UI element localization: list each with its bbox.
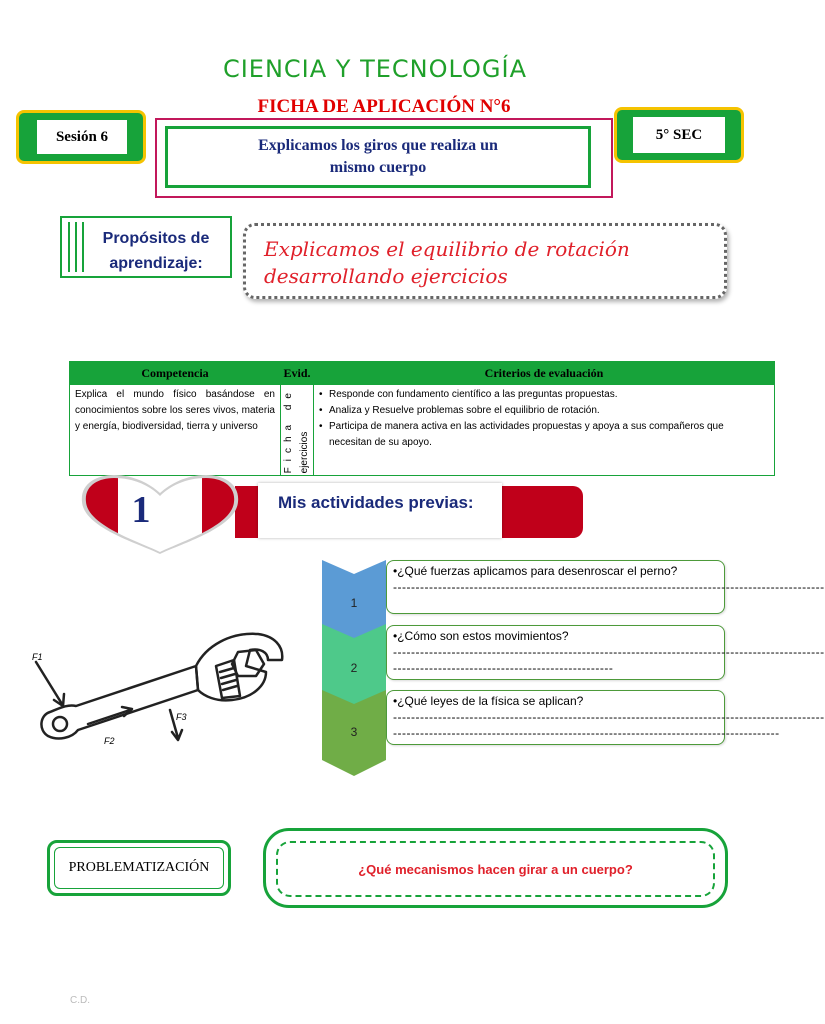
purpose-label-line-1: Propósitos de <box>102 230 210 247</box>
problem-label-box <box>47 840 231 896</box>
answer-line: ------------------------------------------------------------------------------------------------ <box>393 645 825 659</box>
evidencia-line-2: ejercicios <box>299 431 310 474</box>
list-item: • Responde con fundamento científico a las preguntas propuestas. <box>319 387 769 403</box>
force-label-f3: F3 <box>176 712 187 722</box>
question-3-text: •¿Qué leyes de la física se aplican? <box>393 694 584 708</box>
section-banner <box>258 483 502 538</box>
purpose-label-box <box>60 216 232 278</box>
problem-question-box <box>263 828 728 908</box>
force-label-f1: F1 <box>32 652 43 662</box>
competencia-cell <box>70 385 281 476</box>
topic-box <box>155 118 613 198</box>
purpose-text-line-1: Explicamos el equilibrio de rotación <box>264 237 630 261</box>
list-item: • Analiza y Resuelve problemas sobre el equilibrio de rotación. <box>319 403 769 419</box>
topic-title <box>165 126 591 188</box>
question-1-number: 1 <box>350 596 358 610</box>
problem-question: ¿Qué mecanismos hacen girar a un cuerpo? <box>276 841 715 897</box>
answer-line: ------------------------------------------------------------------------------------------------ <box>393 580 825 594</box>
header-criterios: Criterios de evaluación <box>314 362 775 385</box>
session-label: Sesión 6 <box>37 120 127 154</box>
evidencia-line-1: Ficha de <box>283 387 294 474</box>
question-2-text: •¿Cómo son estos movimientos? <box>393 629 569 643</box>
purpose-text <box>264 236 716 290</box>
table-row <box>70 385 775 476</box>
worksheet-subtitle: FICHA DE APLICACIÓN N°6 <box>257 96 511 117</box>
list-item: • Participa de manera activa en las actividades propuestas y apoya a sus compañeros que necesitan de su apoyo. <box>319 419 769 451</box>
problem-label: PROBLEMATIZACIÓN <box>54 847 224 889</box>
page-title: CIENCIA Y TECNOLOGÍA <box>222 55 528 83</box>
competence-table <box>69 361 775 476</box>
criterios-list <box>319 387 769 451</box>
session-box <box>16 110 146 164</box>
topic-line-1: Explicamos los giros que realiza un <box>258 137 498 154</box>
purpose-label <box>88 226 224 276</box>
footer-mark: C.D. <box>70 995 90 1006</box>
purpose-text-box <box>243 223 727 299</box>
section-number: 1 <box>131 489 151 531</box>
question-3-number: 3 <box>350 725 358 739</box>
answer-line: ------------------------------------------------- <box>393 661 614 675</box>
table-header-row <box>70 362 775 385</box>
question-1-text: •¿Qué fuerzas aplicamos para desenroscar el perno? <box>393 564 678 578</box>
question-3-box[interactable] <box>386 690 825 745</box>
purpose-text-line-2: desarrollando ejercicios <box>264 264 508 288</box>
question-2-number: 2 <box>350 661 358 675</box>
grade-box <box>614 107 744 163</box>
question-1-box[interactable] <box>386 560 825 614</box>
criterios-cell <box>314 385 775 476</box>
answer-line: -------------------------------------------------------------------------------------- <box>393 726 780 740</box>
purpose-label-line-2: aprendizaje: <box>109 255 203 272</box>
header-evidencia: Evid. <box>281 362 314 385</box>
evidencia-cell <box>281 385 314 476</box>
header-competencia: Competencia <box>70 362 281 385</box>
question-2-box[interactable] <box>386 625 825 680</box>
topic-line-2: mismo cuerpo <box>329 159 427 176</box>
grade-label: 5° SEC <box>633 117 725 153</box>
wrench-illustration <box>20 620 310 760</box>
section-title: Mis actividades previas: <box>278 493 474 512</box>
answer-line: ------------------------------------------------------------------------------------------------ <box>393 710 825 724</box>
competencia-text: Explica el mundo físico basándose en conocimientos sobre los seres vivos, materia y energía, biodiversidad, tierra y universo <box>75 389 275 432</box>
force-label-f2: F2 <box>104 736 115 746</box>
